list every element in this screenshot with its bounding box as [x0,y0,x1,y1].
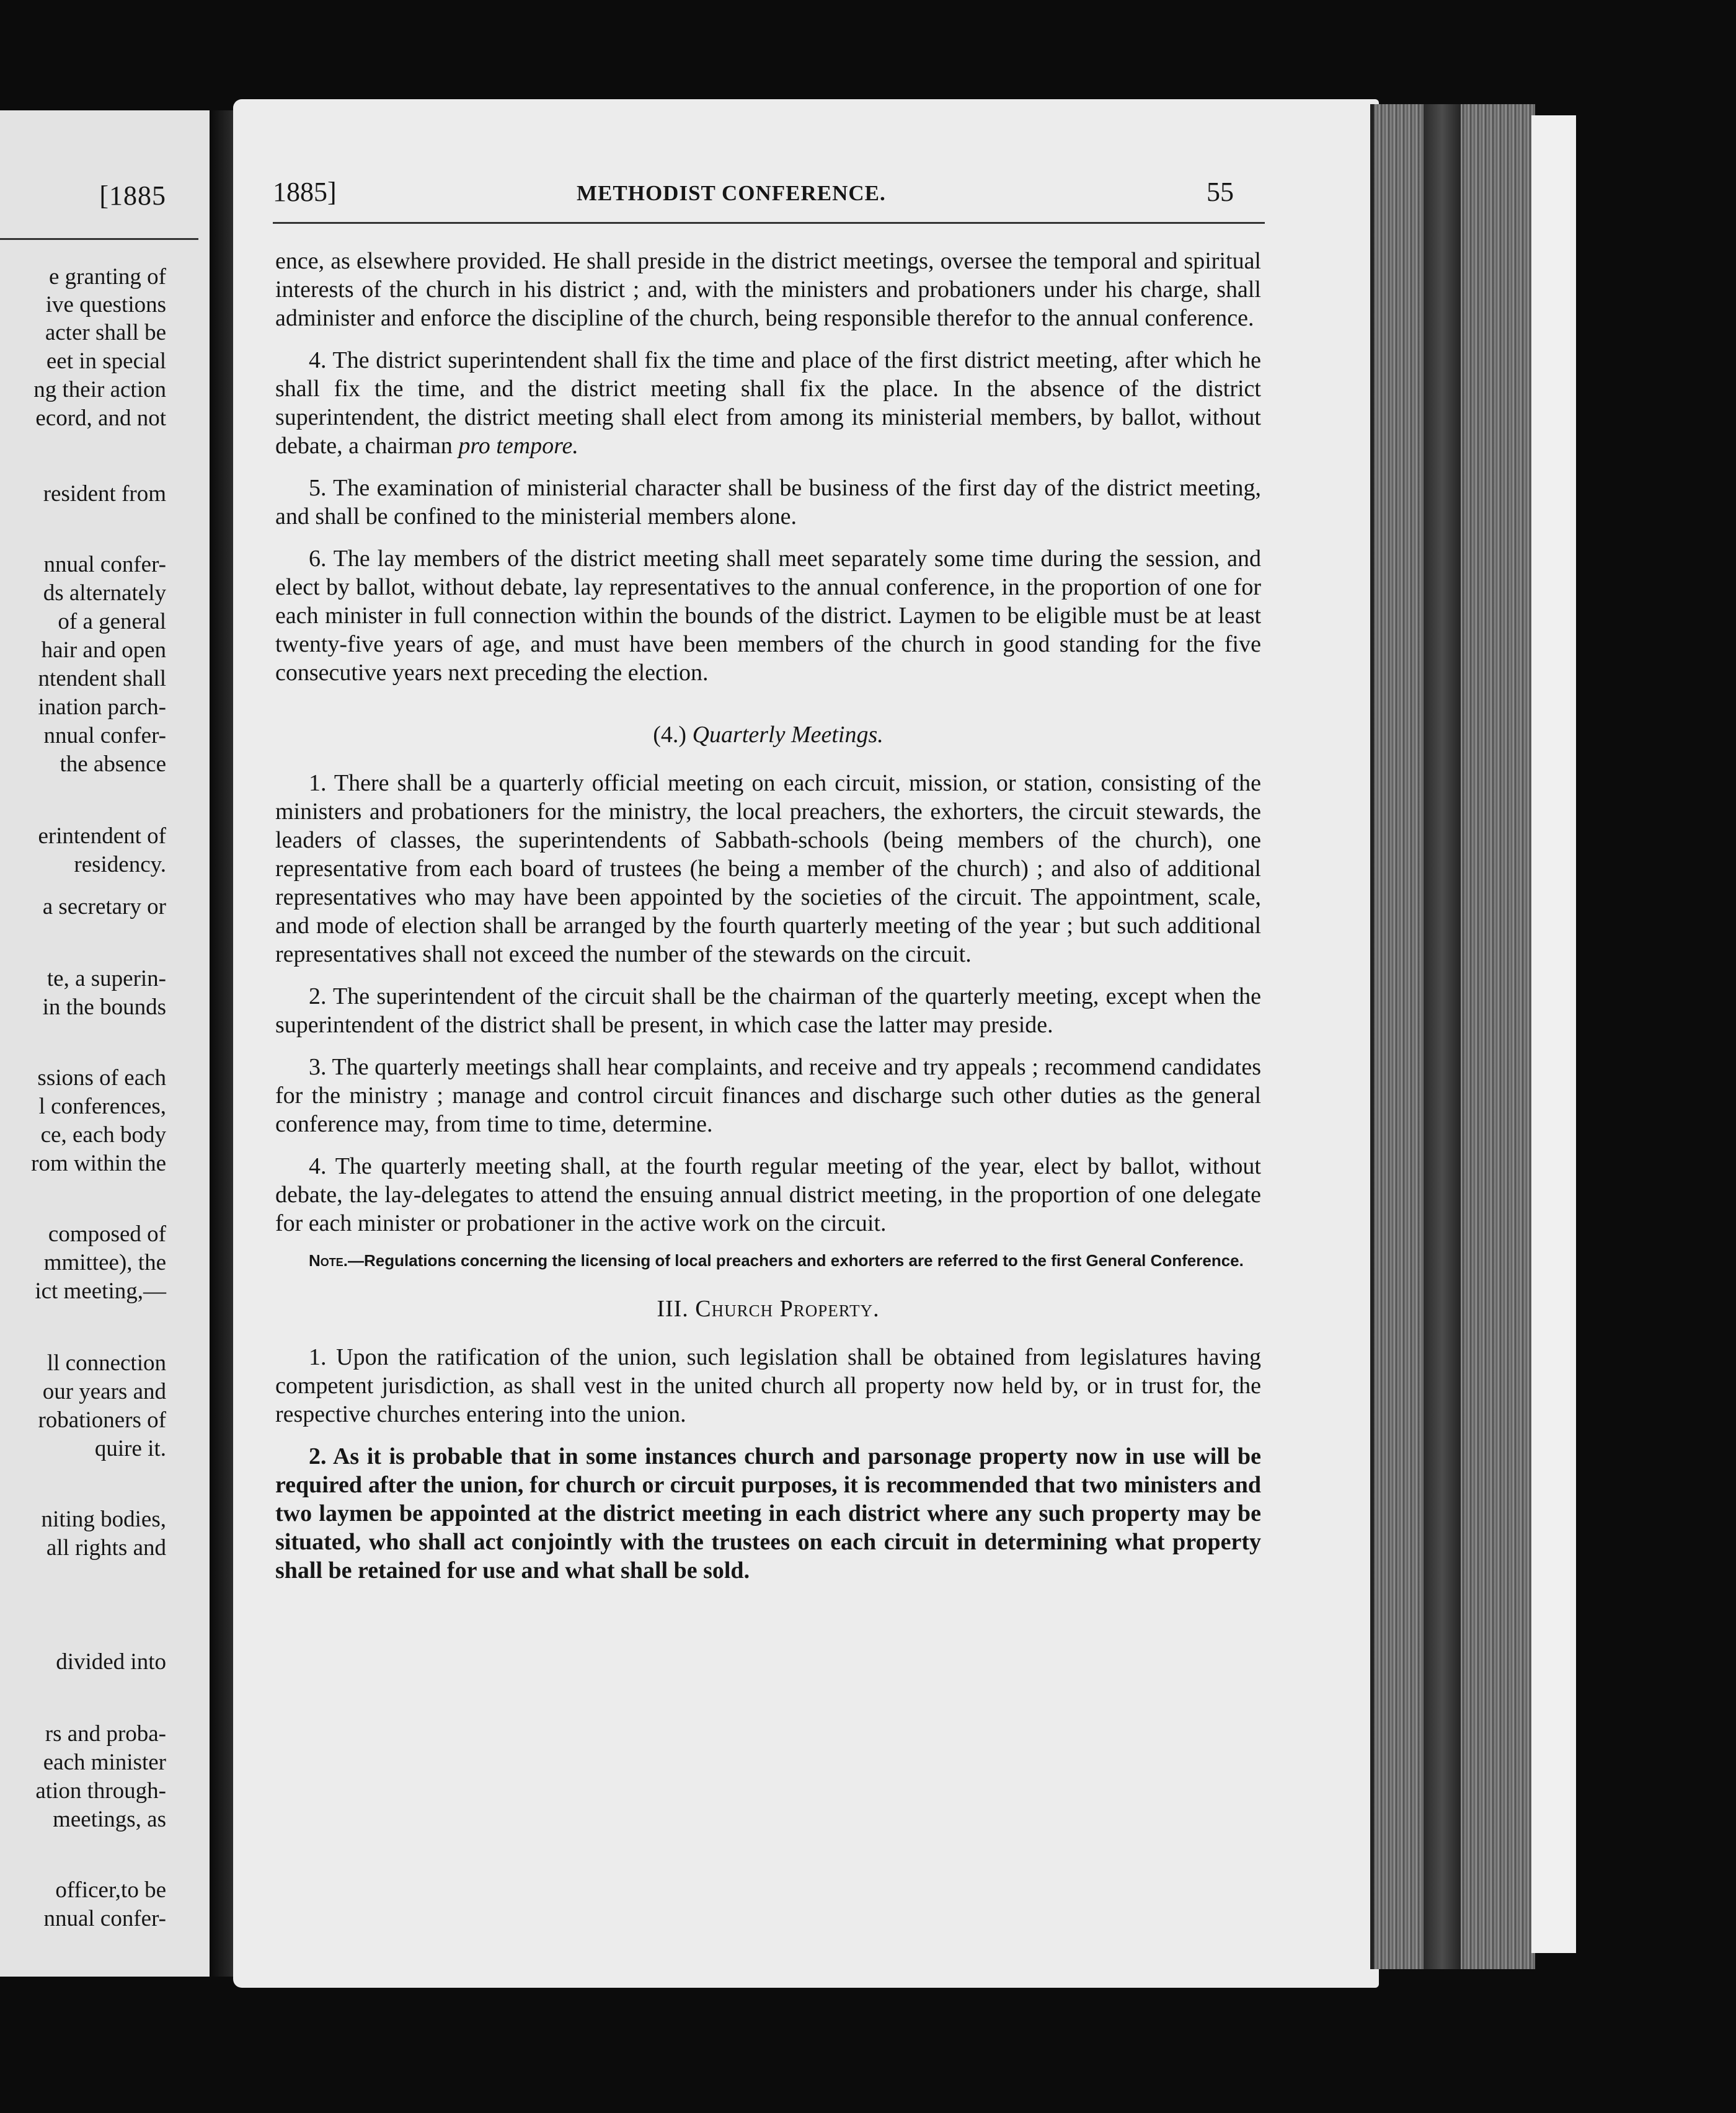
left-text-fragment: quire it. [94,1436,166,1461]
footnote: Note.—Regulations concerning the licensing of local preachers and exhorters are referred to the first General Conference. [309,1251,1244,1270]
left-text-fragment: eet in special [46,348,166,374]
book-gutter [210,110,233,1977]
left-text-fragment: nnual confer- [43,1906,166,1931]
left-text-fragment: ination parch- [38,694,166,720]
left-text-fragment: composed of [48,1221,166,1247]
left-text-fragment: niting bodies, [41,1507,166,1532]
church-paragraph-2: 2. As it is probable that in some instances church and parsonage property now in use will be required after the union, for church or circuit purposes, it is recommended that two ministers and two laymen be appointed at the district meeting in each district where any such property may be situated, who shall act conjointly with the trustees on each circuit in determining what property shall be retained for use and what shall be sold. [275,1443,1261,1584]
left-text-fragment: in the bounds [42,994,166,1020]
page-edge-shadow [1424,104,1461,1969]
left-text-fragment: ssions of each [37,1065,166,1091]
left-text-fragment: of a general [58,609,166,634]
left-text-fragment: our years and [42,1379,166,1404]
left-header-rule [0,238,198,240]
left-text-fragment: l conferences, [38,1094,166,1119]
district-paragraph-5: 5. The examination of ministerial character shall be business of the first day of the district meeting, and shall be confined to the ministerial members alone. [275,475,1261,529]
left-text-fragment: residency. [74,852,166,877]
book-cover-edge [1531,115,1576,1953]
page-number: 55 [1207,177,1234,207]
left-text-fragment: te, a superin- [46,966,166,991]
district-paragraph-4: 4. The district superintendent shall fix the time and place of the first district meeting, after which he shall fix the time, and the district meeting shall fix the place. In the absence of the district superintendent, the district meeting shall elect from among its ministerial members, by ballot, without debate, a chairman pro tempore. [275,347,1261,459]
left-text-fragment: rom within the [31,1151,166,1176]
district-paragraph-6: 6. The lay members of the district meeting shall meet separately some time during the session, and elect by ballot, without debate, lay representatives to the annual conference, in the proportion of one for each minister in full connection within the bounds of the district. Laymen to be eligible must be at least twenty-five years of age, and must have been members of the church in good standing for the five consecutive years next preceding the election. [275,546,1261,686]
left-text-fragment: e granting of [48,264,166,290]
left-text-fragment: the absence [60,751,166,777]
quarterly-paragraph-3: 3. The quarterly meetings shall hear complaints, and receive and try appeals ; recommend candidates for the ministry ; manage and control circuit finances and discharge such other duties as the general conference may, from time to time, determine. [275,1054,1261,1137]
opening-paragraph: ence, as elsewhere provided. He shall preside in the district meetings, oversee the temporal and spiritual interests of the church in his district ; and, with the ministers and probationers under his charge, shall administer and enforce the discipline of the church, being responsible therefor to the annual conference. [275,248,1261,331]
pro-tempore-text: pro tempore. [458,433,578,459]
left-text-fragment: officer,to be [55,1877,166,1903]
left-text-fragment: ecord, and not [35,405,166,431]
left-text-fragment: mmittee), the [43,1250,166,1275]
left-text-fragment: all rights and [46,1535,166,1561]
left-text-fragment: ds alternately [43,580,166,606]
left-text-fragment: ive questions [45,292,166,317]
quarterly-paragraph-2: 2. The superintendent of the circuit shall be the chairman of the quarterly meeting, except when the superintendent of the district shall be present, in which case the latter may preside. [275,983,1261,1038]
left-text-fragment: ng their action [33,377,166,402]
left-text-fragment: erintendent of [38,823,166,849]
quarterly-paragraph-4: 4. The quarterly meeting shall, at the fourth regular meeting of the year, elect by ballot, without debate, the lay-delegates to attend the ensuing annual district meeting, in the proportion of one delegate for each minister or probationer in the active work on the circuit. [275,1153,1261,1236]
running-header-year: 1885] [273,177,337,207]
page-body [275,247,1261,1598]
left-text-fragment: meetings, as [53,1807,166,1832]
church-paragraph-1: 1. Upon the ratification of the union, such legislation shall be obtained from legislatures having competent jurisdiction, as shall vest in the united church all property now held by, or in trust for, the respective churches entering into the union. [275,1344,1261,1427]
left-text-fragment: nnual confer- [43,723,166,748]
quarterly-paragraph-1: 1. There shall be a quarterly official meeting on each circuit, mission, or station, consisting of the ministers and probationers for the ministry, the local preachers, the exhorters, the circuit stewards, the leaders of classes, the superintendents of Sabbath-schools (being members of the church), one representative from each board of trustees (he being a member of the church) ; and also of additional representatives who may have been appointed by the societies of the circuit. The appointment, scale, and mode of election shall be arranged by the fourth quarterly meeting of the year ; but such additional representatives shall not exceed the number of the stewards on the circuit. [275,770,1261,967]
left-text-fragment: ation through- [35,1778,166,1804]
quarterly-meetings-heading: (4.) Quarterly Meetings. [653,722,884,748]
left-text-fragment: a secretary or [42,894,166,919]
left-text-fragment: hair and open [41,637,166,663]
left-text-fragment: ict meeting,— [35,1278,166,1304]
header-rule [273,222,1265,224]
left-text-fragment: robationers of [38,1407,166,1433]
left-text-fragment: each minister [43,1750,166,1775]
left-text-fragment: nnual confer- [43,552,166,577]
left-text-fragment: ntendent shall [38,666,166,691]
left-text-fragment: acter shall be [45,320,166,345]
left-page-fragment [0,110,210,1977]
left-text-fragment: divided into [56,1649,166,1675]
left-text-fragment: ll connection [46,1350,166,1376]
left-text-fragment: ce, each body [40,1122,166,1148]
left-text-fragment: rs and proba- [45,1721,166,1747]
left-text-fragment: resident from [43,481,166,507]
church-property-heading: III. Church Property. [657,1296,880,1322]
running-header-title: METHODIST CONFERENCE. [577,181,886,205]
left-page-header: [1885 [99,180,166,211]
